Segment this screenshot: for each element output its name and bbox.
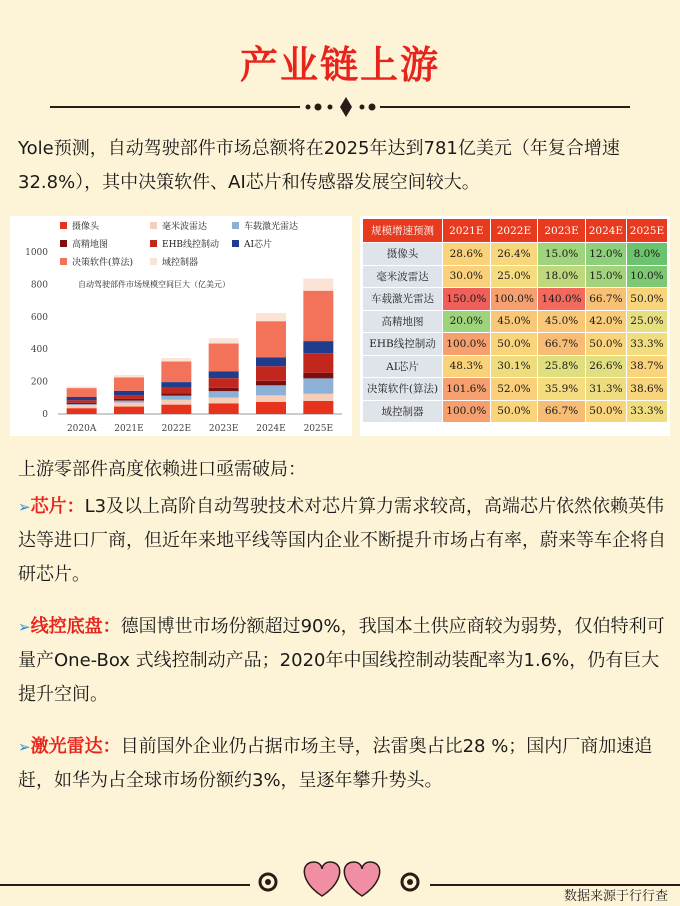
x-tick-label: 2025E [303, 424, 334, 434]
bar-segment [161, 393, 191, 395]
growth-cell: 50.0% [490, 333, 538, 356]
bar-segment [161, 396, 191, 400]
intro-paragraph: Yole预测，自动驾驶部件市场总额将在2025年达到781亿美元（年复合增速32.8%），其中决策软件、AI芯片和传感器发展空间较大。 [18, 138, 620, 193]
y-tick-label: 800 [30, 280, 48, 291]
bar-segment [161, 400, 191, 405]
growth-cell: 38.7% [626, 355, 667, 378]
bar-segment [256, 381, 286, 386]
bullet-text: 目前国外企业仍占据市场主导，法雷奥占比28 %；国内厂商加速追赶，如华为占全球市场份额约3%，呈逐年攀升势头。 [18, 736, 653, 791]
growth-cell: 35.9% [538, 378, 586, 401]
bar-segment [114, 377, 144, 390]
row-label: EHB线控制动 [363, 333, 443, 356]
bullet-wire-control-chassis [18, 610, 670, 712]
bar-segment [114, 402, 144, 406]
y-tick-label: 600 [30, 312, 48, 323]
growth-cell: 100.0% [490, 288, 538, 311]
growth-cell: 50.0% [490, 400, 538, 423]
decorative-divider [50, 92, 630, 122]
bullet-heading: 激光雷达： [30, 736, 121, 757]
year-header: 2023E [538, 219, 586, 243]
growth-cell: 31.3% [585, 378, 626, 401]
y-tick-label: 400 [30, 345, 48, 356]
growth-cell: 12.0% [585, 243, 626, 266]
bar-segment [161, 358, 191, 362]
table-row [363, 243, 668, 266]
flourish-right-icon [402, 874, 418, 890]
bar-segment [114, 401, 144, 403]
row-label: 高精地图 [363, 310, 443, 333]
growth-cell: 33.3% [626, 333, 667, 356]
growth-cell: 52.0% [490, 378, 538, 401]
legend-swatch [60, 240, 67, 247]
arrow-bullet-icon: ➢ [18, 498, 31, 516]
bar-segment [256, 313, 286, 321]
stacked-bar-chart [10, 216, 352, 436]
growth-cell: 30.1% [490, 355, 538, 378]
bullet-text: 德国博世市场份额超过90%，我国本土供应商较为弱势，仅伯特利可量产One-Box 式线控制动产品；2020年中国线控制动装配率为1.6%，仍有巨大提升空间。 [18, 616, 665, 705]
legend-swatch [232, 222, 239, 229]
legend-label: AI芯片 [244, 240, 273, 250]
growth-cell: 50.0% [585, 333, 626, 356]
growth-cell: 45.0% [490, 310, 538, 333]
bar-segment [209, 344, 239, 372]
bar-segment [114, 395, 144, 399]
bar-segment [303, 279, 333, 291]
y-tick-label: 0 [42, 410, 48, 420]
legend-swatch [60, 222, 67, 229]
table-row [363, 355, 668, 378]
growth-cell: 150.0% [443, 288, 491, 311]
table-corner-header: 规模增速预测 [363, 219, 443, 243]
growth-forecast-table-container [360, 216, 670, 436]
bullet-heading: 线控底盘： [30, 616, 121, 637]
legend-swatch [60, 258, 67, 265]
bar-segment [67, 386, 97, 388]
growth-cell: 33.3% [626, 400, 667, 423]
growth-cell: 140.0% [538, 288, 586, 311]
bar-segment [256, 402, 286, 414]
x-tick-label: 2022E [161, 424, 192, 434]
arrow-bullet-icon: ➢ [18, 618, 31, 636]
year-header: 2022E [490, 219, 538, 243]
legend-swatch [150, 222, 157, 229]
chart-title: 自动驾驶部件市场规模空间巨大（亿美元） [78, 280, 230, 289]
bar-segment [114, 399, 144, 401]
bar-segment [67, 403, 97, 404]
y-tick-label: 1000 [25, 248, 48, 258]
bar-segment [209, 378, 239, 388]
bar-segment [161, 405, 191, 414]
growth-cell: 66.7% [585, 288, 626, 311]
bar-segment [256, 385, 286, 395]
x-tick-label: 2024E [256, 424, 286, 434]
growth-cell: 15.0% [585, 265, 626, 288]
bar-segment [67, 408, 97, 414]
bar-segment [209, 403, 239, 414]
bar-segment [303, 291, 333, 341]
bar-segment [161, 388, 191, 394]
bar-segment [209, 371, 239, 378]
table-row [363, 400, 668, 423]
bar-segment [256, 321, 286, 357]
row-label: 摄像头 [363, 243, 443, 266]
bar-segment [114, 407, 144, 414]
growth-cell: 50.0% [585, 400, 626, 423]
bar-segment [67, 397, 97, 400]
bar-segment [303, 401, 333, 414]
bar-segment [114, 375, 144, 377]
x-tick-label: 2023E [208, 424, 239, 434]
arrow-bullet-icon: ➢ [18, 738, 31, 756]
bar-segment [209, 391, 239, 397]
row-label: 毫米波雷达 [363, 265, 443, 288]
bullet-chip [18, 490, 670, 592]
row-label: 决策软件(算法) [363, 378, 443, 401]
legend-label: 高精地图 [72, 240, 109, 250]
legend-label: EHB线控制动 [162, 240, 220, 250]
growth-cell: 101.6% [443, 378, 491, 401]
table-row [363, 265, 668, 288]
legend-label: 毫米波雷达 [162, 222, 208, 232]
row-label: AI芯片 [363, 355, 443, 378]
legend-label: 决策软件(算法) [72, 258, 134, 268]
row-label: 域控制器 [363, 400, 443, 423]
bar-segment [209, 398, 239, 404]
bar-segment [303, 394, 333, 401]
source-note: 数据来源于行行查 [563, 889, 668, 904]
bar-segment [67, 388, 97, 397]
y-tick-label: 200 [30, 377, 48, 388]
growth-cell: 8.0% [626, 243, 667, 266]
legend-swatch [150, 258, 157, 265]
legend-label: 摄像头 [72, 222, 100, 232]
growth-cell: 25.0% [626, 310, 667, 333]
growth-forecast-table [362, 218, 668, 423]
growth-cell: 100.0% [443, 333, 491, 356]
flourish-left-icon [260, 874, 276, 890]
bar-segment [256, 357, 286, 366]
page-title: 产业链上游 [239, 43, 440, 87]
bullet-text: L3及以上高阶自动驾驶技术对芯片算力需求较高，高端芯片依然依赖英伟达等进口厂商，但近年来地平线等国内企业不断提升市场占有率，蔚来等车企将自研芯片。 [18, 496, 666, 585]
bar-segment [303, 373, 333, 379]
growth-cell: 25.0% [490, 265, 538, 288]
growth-cell: 18.0% [538, 265, 586, 288]
table-row [363, 333, 668, 356]
growth-cell: 50.0% [626, 288, 667, 311]
legend-swatch [150, 240, 157, 247]
bar-segment [67, 405, 97, 408]
growth-cell: 28.6% [443, 243, 491, 266]
bullet-heading: 芯片： [30, 496, 85, 517]
bar-segment [209, 338, 239, 343]
growth-cell: 25.8% [538, 355, 586, 378]
bar-segment [161, 382, 191, 388]
table-header-row [363, 219, 668, 243]
heart-icon [344, 862, 379, 896]
heart-icon [304, 862, 339, 896]
bar-segment [303, 341, 333, 353]
x-tick-label: 2020A [66, 424, 97, 434]
growth-cell: 30.0% [443, 265, 491, 288]
bar-segment [256, 395, 286, 401]
x-tick-label: 2021E [114, 424, 144, 434]
bar-segment [161, 362, 191, 383]
growth-cell: 10.0% [626, 265, 667, 288]
legend-label: 域控制器 [162, 258, 199, 268]
legend-swatch [232, 240, 239, 247]
row-label: 车载激光雷达 [363, 288, 443, 311]
bullet-lidar [18, 730, 670, 798]
table-row [363, 310, 668, 333]
legend-label: 车载激光雷达 [244, 222, 299, 232]
growth-cell: 45.0% [538, 310, 586, 333]
growth-cell: 15.0% [538, 243, 586, 266]
bar-segment [67, 404, 97, 405]
growth-cell: 42.0% [585, 310, 626, 333]
year-header: 2024E [585, 219, 626, 243]
growth-cell: 66.7% [538, 400, 586, 423]
table-row [363, 288, 668, 311]
growth-cell: 26.4% [490, 243, 538, 266]
bar-segment [114, 391, 144, 395]
bar-segment [303, 378, 333, 393]
growth-cell: 20.0% [443, 310, 491, 333]
table-row [363, 378, 668, 401]
growth-cell: 26.6% [585, 355, 626, 378]
section-heading: 上游零部件高度依赖进口亟需破局： [18, 459, 306, 480]
bar-segment [303, 353, 333, 372]
growth-cell: 38.6% [626, 378, 667, 401]
year-header: 2021E [443, 219, 491, 243]
growth-cell: 66.7% [538, 333, 586, 356]
bar-segment [67, 400, 97, 403]
growth-cell: 48.3% [443, 355, 491, 378]
growth-cell: 100.0% [443, 400, 491, 423]
market-size-chart [10, 216, 352, 436]
year-header: 2025E [626, 219, 667, 243]
bar-segment [256, 366, 286, 381]
bar-segment [209, 388, 239, 391]
